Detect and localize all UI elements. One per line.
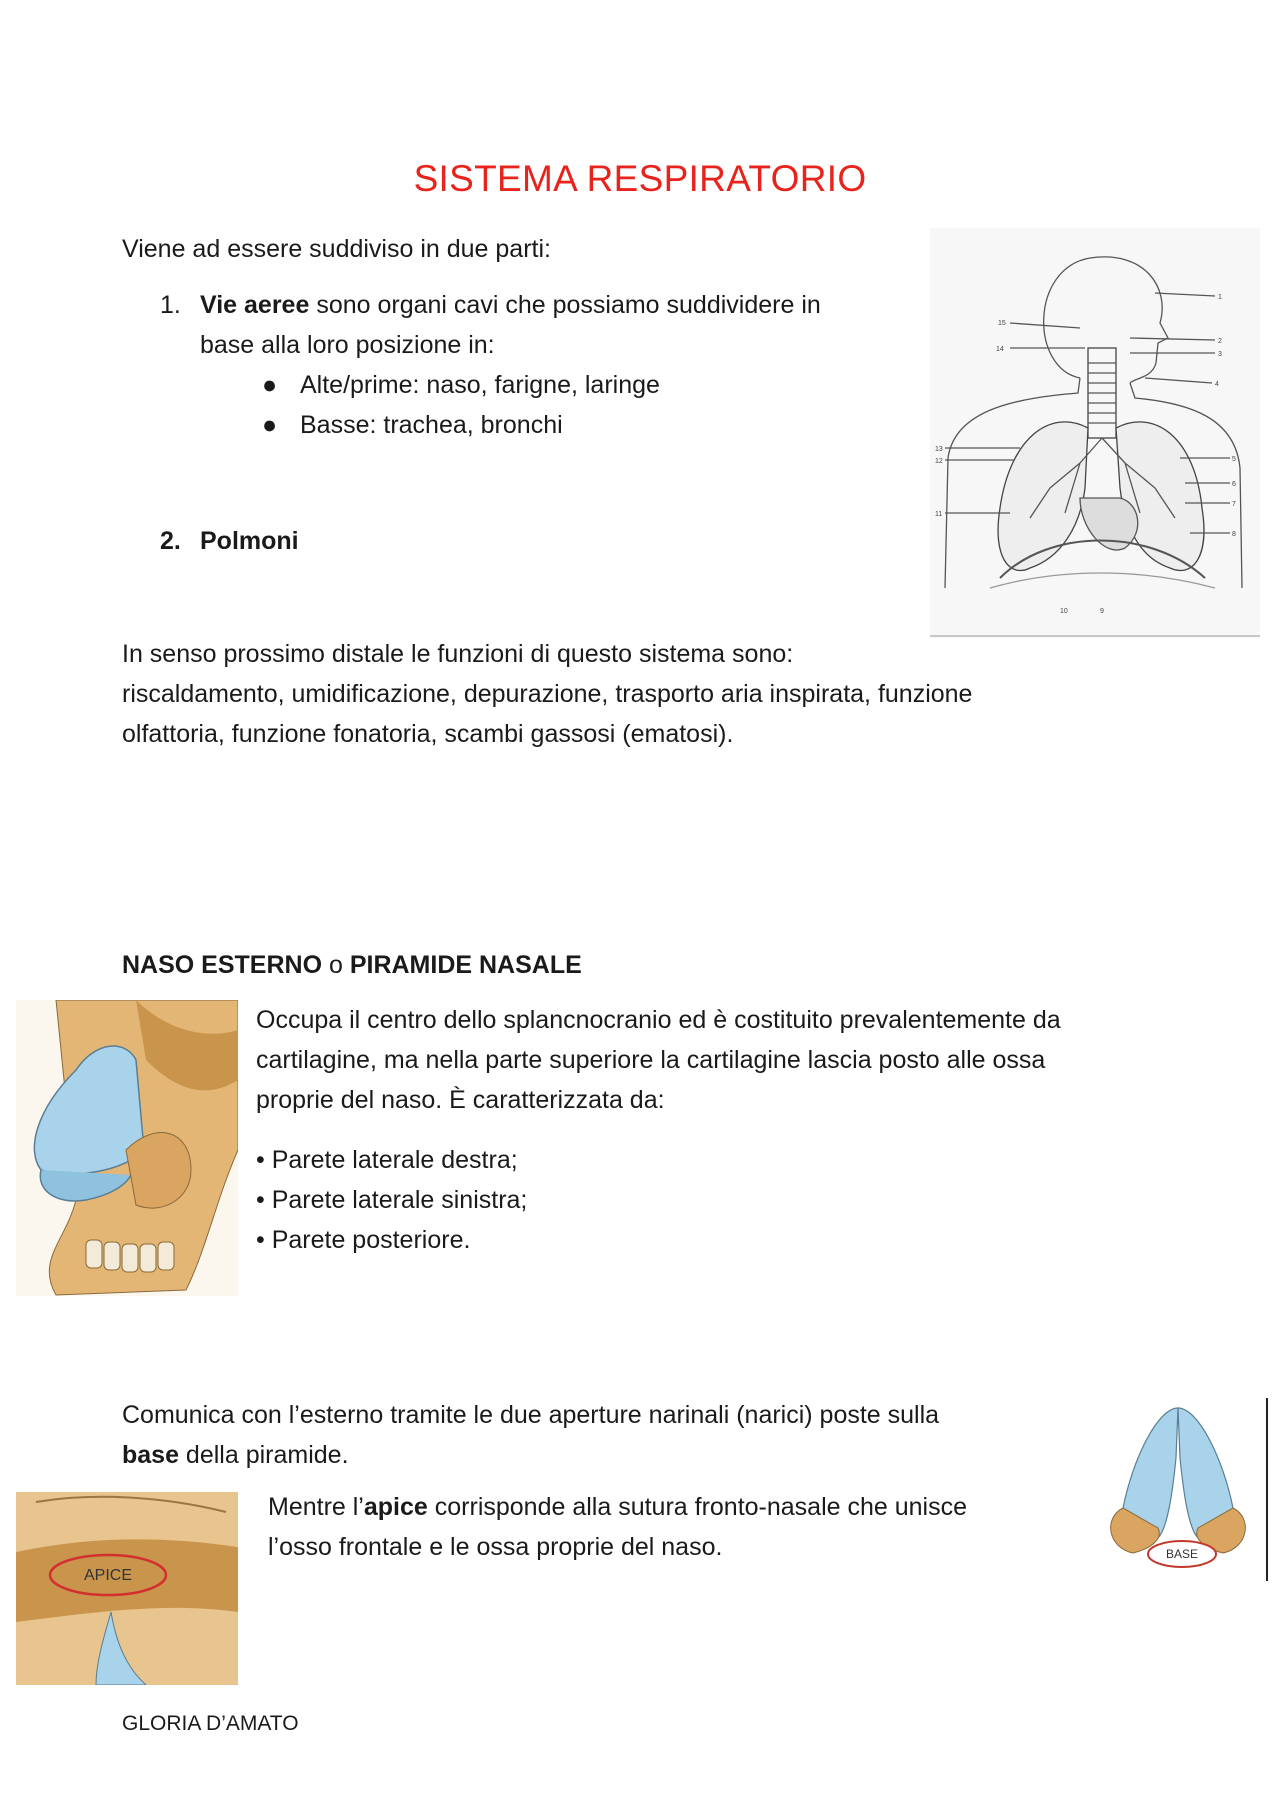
functions-paragraph (122, 634, 1082, 754)
list-item-text (200, 285, 821, 365)
figure-number-label: 15 (998, 320, 1006, 327)
section-heading (122, 945, 722, 985)
figure-number-label: 14 (996, 346, 1004, 353)
bold-term: apice (363, 1493, 428, 1521)
functions-line: olfattoria, funzione fonatoria, scambi gassosi (ematosi). (122, 720, 734, 748)
nasal-apex-figure (16, 1492, 238, 1685)
figure-number-label: 10 (1060, 608, 1068, 615)
apex-line: Mentre l’ (268, 1493, 364, 1521)
comunica-paragraph (122, 1395, 1082, 1475)
bullet-dot-icon: ● (262, 371, 278, 399)
item-text-line2: base alla loro posizione in: (200, 331, 495, 359)
walls-list (256, 1140, 756, 1260)
list-item: • Parete posteriore. (256, 1226, 471, 1254)
list-item: • Parete laterale destra; (256, 1146, 518, 1174)
heading-bold: NASO ESTERNO (122, 951, 323, 979)
list-number: 2. (160, 527, 181, 555)
bullet-text: Basse: trachea, bronchi (300, 411, 563, 439)
bold-term: base (122, 1441, 179, 1469)
figure-number-label: 4 (1215, 381, 1219, 388)
naso-description (256, 1000, 1216, 1120)
base-label: BASE (1165, 1547, 1199, 1561)
comunica-line: Comunica con l’esterno tramite le due aperture narinali (narici) poste sulla (122, 1401, 940, 1429)
bullet-dot-icon: ● (262, 411, 278, 439)
figure-number-label: 3 (1218, 351, 1222, 358)
nasal-base-figure (1098, 1398, 1258, 1578)
respiratory-system-figure (930, 228, 1260, 638)
nasal-pyramid-figure (16, 1000, 238, 1296)
apice-label: APICE (83, 1567, 133, 1584)
figure-number-label: 13 (935, 446, 943, 453)
divider-line (1266, 1398, 1268, 1581)
figure-number-label: 1 (1218, 294, 1222, 301)
apex-line: l’osso frontale e le ossa proprie del naso. (268, 1533, 723, 1561)
list-item-text: Polmoni (200, 527, 299, 555)
functions-line: In senso prossimo distale le funzioni di questo sistema sono: (122, 640, 794, 668)
desc-line: cartilagine, ma nella parte superiore la cartilagine lascia posto alle ossa (256, 1046, 1046, 1074)
comunica-line: della piramide. (178, 1441, 349, 1469)
figure-number-label: 5 (1232, 456, 1236, 463)
desc-line: Occupa il centro dello splancnocranio ed è costituito prevalentemente da (256, 1006, 1061, 1034)
bullet-item (262, 365, 762, 405)
heading-bold: PIRAMIDE NASALE (349, 951, 582, 979)
list-item-polmoni (160, 521, 460, 561)
figure-number-label: 7 (1232, 501, 1236, 508)
list-item: • Parete laterale sinistra; (256, 1186, 528, 1214)
figure-number-label: 8 (1232, 531, 1236, 538)
figure-number-label: 9 (1100, 608, 1104, 615)
intro-text: Viene ad essere suddiviso in due parti: (122, 235, 551, 263)
page-title: SISTEMA RESPIRATORIO (413, 158, 867, 199)
desc-line: proprie del naso. È caratterizzata da: (256, 1086, 665, 1114)
apex-line: corrisponde alla sutura fronto-nasale che unisce (427, 1493, 968, 1521)
figure-number-label: 2 (1218, 338, 1222, 345)
figure-number-label: 12 (935, 458, 943, 465)
list-number: 1. (160, 291, 181, 319)
functions-line: riscaldamento, umidificazione, depurazione, trasporto aria inspirata, funzione (122, 680, 973, 708)
footer-author: GLORIA D’AMATO (122, 1712, 299, 1735)
bold-term: Vie aeree (200, 291, 310, 319)
figure-number-label: 11 (935, 511, 943, 518)
item-text-line1: sono organi cavi che possiamo suddividere in (309, 291, 821, 319)
heading-connector: o (322, 951, 350, 979)
apex-paragraph (268, 1487, 1068, 1567)
bullet-item (262, 405, 762, 445)
figure-number-label: 6 (1232, 481, 1236, 488)
bullet-text: Alte/prime: naso, farigne, laringe (300, 371, 660, 399)
list-item-vie-aeree (160, 285, 880, 365)
